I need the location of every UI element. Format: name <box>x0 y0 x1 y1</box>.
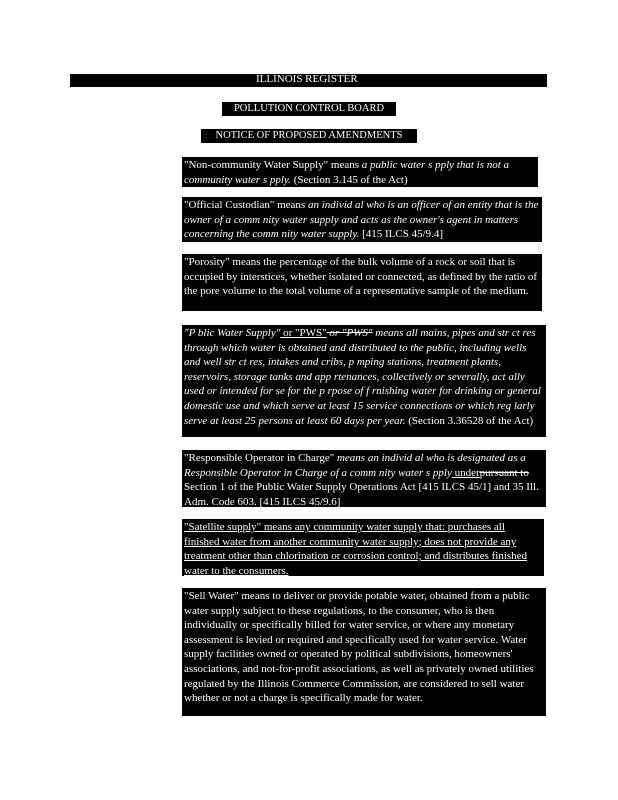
definition-non-community-water-supply <box>182 157 538 187</box>
term: "P blic Water Supply" <box>184 327 281 339</box>
definition-text: "Sell Water" means to deliver or provide potable water, obtained from a public water supply subject to these regulations, to the consumer, who is then individually or specifically billed for water service, or where any monetary assessment is levied or required and specifically used for water service. Water supply facilities owned or operated by political subdivisions, homeowners' associations, and not-for-profit associations, as well as privately owned utilities regulated by the Illinois Commerce Commission, are considered to sell water whether or not a charge is specifically made for water. <box>184 590 534 705</box>
definition-body: and acts as the owner's agent in matters concerning the comm nity water supply. <box>184 213 519 241</box>
definition-body: means an individ al who is designated as a Responsible Operator in Charge of a comm nity water s pply <box>184 452 526 479</box>
inserted-text: or <box>280 327 295 339</box>
term: "Official Custodian" means <box>184 199 308 211</box>
citation: (Section 3.36528 of the Act) <box>405 414 534 427</box>
term: "Non-community Water Supply" means <box>184 159 362 171</box>
definition-text: "Satellite supply" means any community water supply that: purchases all finished water from another community water supply; does not provide any treatment other than chlorination or corrosion control; and distributes finished water to the consumers. <box>184 521 528 577</box>
struck-text: pursuant to <box>479 466 529 479</box>
definition-responsible-operator <box>182 450 546 507</box>
definition-satellite-supply <box>182 519 544 576</box>
notice-title: NOTICE OF PROPOSED AMENDMENTS <box>201 129 417 143</box>
definition-official-custodian <box>182 197 542 242</box>
inserted-term: "PWS" <box>295 327 327 339</box>
struck-text: or "PWS" <box>326 327 373 339</box>
definition-body: means all mains, pipes and str ct res through which water is obtained and distributed to the public, including wells and well str ct res, intakes and cribs, p mping stations, treatment plants, reservoirs, storage tanks and app rtenances, collectively or severally, act ally used or intended for se for the p rpose of f rnishing water for drinking or general domestic use and which serve at least 15 service connections or which reg larly serve at least 25 persons at least 60 days per year. <box>184 327 541 427</box>
definition-sell-water <box>182 588 546 716</box>
definition-body: a public water s pply that is not a community water s pply. <box>184 159 510 186</box>
definition-body: an individ al who is an officer of an entity that is the owner of a <box>184 199 539 226</box>
definition-text: "Porosity" means the percentage of the bulk volume of a rock or soil that is occupied by interstices, whether isolated or connected, as defined by the ratio of the pore volume to the total volume of a representative sample of the medium. <box>184 256 538 298</box>
register-title-text: ILLINOIS REGISTER <box>256 73 358 85</box>
agency-title: POLLUTION CONTROL BOARD <box>222 102 396 116</box>
citation: Section 1 of the Public Water Supply Operations Act [415 ILCS 45/1] and 35 Ill. Adm. Code 603. [415 ILCS 45/9.6] <box>184 481 539 508</box>
definition-public-water-supply <box>182 325 546 437</box>
term: "Responsible Operator in Charge" <box>184 452 337 464</box>
definition-porosity <box>182 254 542 311</box>
citation: (Section 3.145 of the Act) <box>290 173 408 186</box>
citation: [415 ILCS 45/9.4] <box>359 228 444 241</box>
inserted-text: under <box>451 466 480 479</box>
definition-body: comm nity water supply <box>233 213 339 226</box>
